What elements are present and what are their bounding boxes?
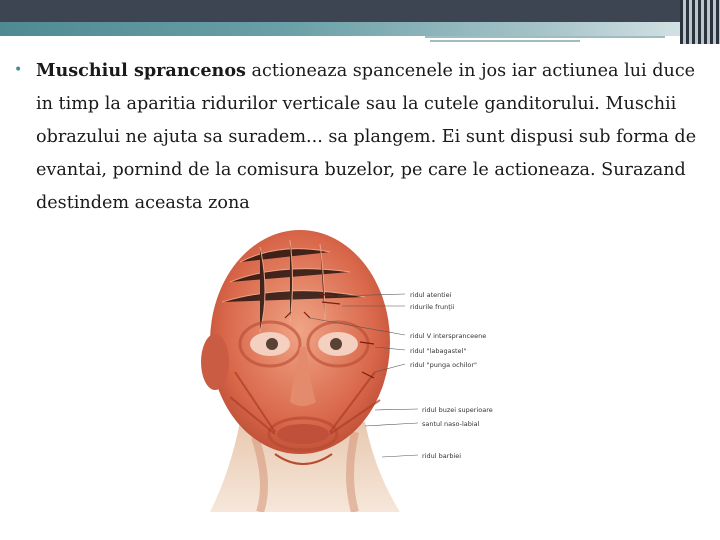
bullet-body-text: actioneaza spancenele in jos iar actiunea lui duce in timp la aparitia ridurilor verticale sau la cutele ganditorului. Muschii obrazului ne ajuta sa suradem... sa plangem. Ei sunt dispusi sub forma de evantai, pornind de la comisura buzelor, pe care le actioneaza. Surazand destindem aceasta zona [36, 61, 697, 213]
label-ridul-v: ridul V interspranceene [410, 332, 487, 340]
label-punga-ochilor: ridul "punga ochilor" [410, 361, 478, 369]
label-naso-labial: santul naso-labial [422, 420, 480, 428]
header-decoration [680, 0, 720, 44]
header-stripe [430, 40, 580, 42]
bullet-bold-term: Muschiul sprancenos [36, 60, 246, 81]
bullet-paragraph [36, 54, 714, 220]
label-buza-superioara: ridul buzei superioare [422, 406, 493, 414]
label-labagastel: ridul "labagastel" [410, 347, 467, 355]
bullet-icon: • [14, 62, 23, 78]
slide-header-band [0, 0, 720, 22]
header-stripe [425, 36, 665, 38]
label-ridul-barbiei: ridul barbiei [422, 452, 462, 460]
face-muscles-illustration [160, 222, 500, 512]
slide-body [14, 54, 714, 220]
label-ridurile-fruntii: ridurile frunții [410, 303, 455, 311]
label-ridul-atentiei: ridul atentiei [410, 291, 452, 299]
slide-header-accent [0, 22, 720, 36]
